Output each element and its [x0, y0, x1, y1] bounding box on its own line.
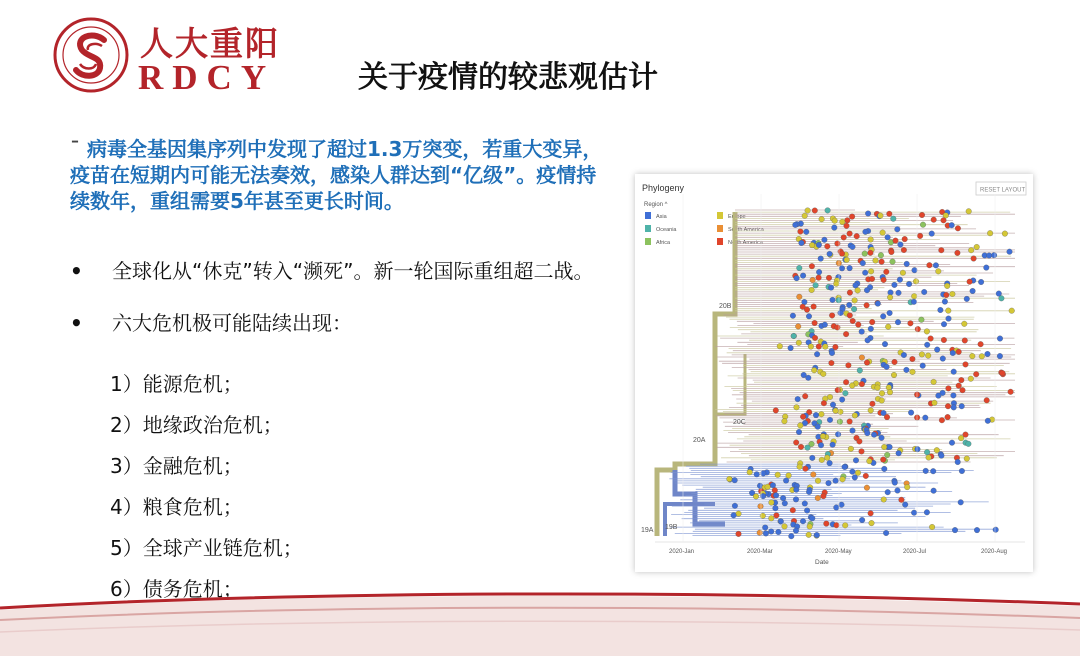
- x-tick-label: 2020-Jan: [669, 549, 695, 555]
- intro-paragraph: [70, 136, 610, 214]
- legend-item[interactable]: [645, 238, 671, 246]
- bullet-item: [70, 256, 610, 286]
- x-tick-label: 2020-Jul: [903, 549, 927, 555]
- crisis-item: 5）全球产业链危机；: [110, 536, 303, 560]
- legend-label: North America: [728, 240, 763, 246]
- phylogeny-title: Phylogeny: [642, 183, 685, 193]
- x-tick-label: 2020-Aug: [981, 549, 1008, 555]
- bullet-marker: •: [70, 311, 83, 335]
- crisis-item: 6）债务危机；: [110, 577, 243, 601]
- phylogeny-panel: [635, 174, 1033, 572]
- rdcy-seal-icon: [52, 16, 130, 94]
- x-axis-label: Date: [815, 559, 829, 566]
- clade-label: 19A: [641, 527, 654, 534]
- rdcy-logo: [52, 16, 322, 96]
- footer-swoosh-decoration: [0, 590, 1080, 656]
- x-tick-label: 2020-May: [825, 549, 852, 555]
- legend-item[interactable]: [645, 225, 677, 233]
- logo-english-name: RDCY: [138, 58, 276, 97]
- crisis-item: 3）金融危机；: [110, 454, 243, 478]
- tree-branches: [657, 210, 1015, 536]
- bullet-item: [70, 308, 610, 338]
- legend-label: Europe: [728, 214, 746, 220]
- svg-text:RESET LAYOUT: RESET LAYOUT: [980, 187, 1026, 194]
- slide-title: 关于疫情的较悲观估计: [358, 60, 658, 95]
- phylogeny-tree: [635, 174, 1033, 572]
- legend-item[interactable]: [645, 212, 668, 220]
- reset-layout-button[interactable]: [976, 182, 1026, 195]
- bullet-text: 全球化从“休克”转入“濒死”。新一轮国际重组超二战。: [112, 259, 594, 283]
- intro-marker: ˉ: [70, 137, 87, 161]
- crisis-item: 4）粮食危机；: [110, 495, 243, 519]
- legend-label: South America: [728, 227, 764, 233]
- crisis-item: 2）地缘政治危机；: [110, 413, 283, 437]
- clade-label: 20A: [693, 437, 706, 444]
- bullet-text: 六大危机极可能陆续出现：: [112, 311, 352, 335]
- bullet-marker: •: [70, 259, 83, 283]
- logo-chinese-name: 人大重阳: [140, 24, 280, 63]
- clade-label: 20B: [719, 303, 732, 310]
- legend-title: Region ^: [644, 202, 668, 208]
- bullet-list: [70, 256, 610, 360]
- crisis-item: 1）能源危机；: [110, 372, 243, 396]
- intro-text: 病毒全基因集序列中发现了超过1.3万突变，若重大变异，疫苗在短期内可能无法奏效，感染人群达到“亿级”。疫情持续数年，重组需要5年甚至更长时间。: [70, 137, 603, 213]
- crisis-list: [110, 370, 303, 616]
- x-tick-label: 2020-Mar: [747, 549, 773, 555]
- clade-label: 19B: [665, 524, 678, 531]
- legend-label: Africa: [656, 240, 671, 246]
- clade-label: 20C: [733, 419, 746, 426]
- legend-label: Oceania: [656, 227, 677, 233]
- legend-label: Asia: [656, 214, 667, 220]
